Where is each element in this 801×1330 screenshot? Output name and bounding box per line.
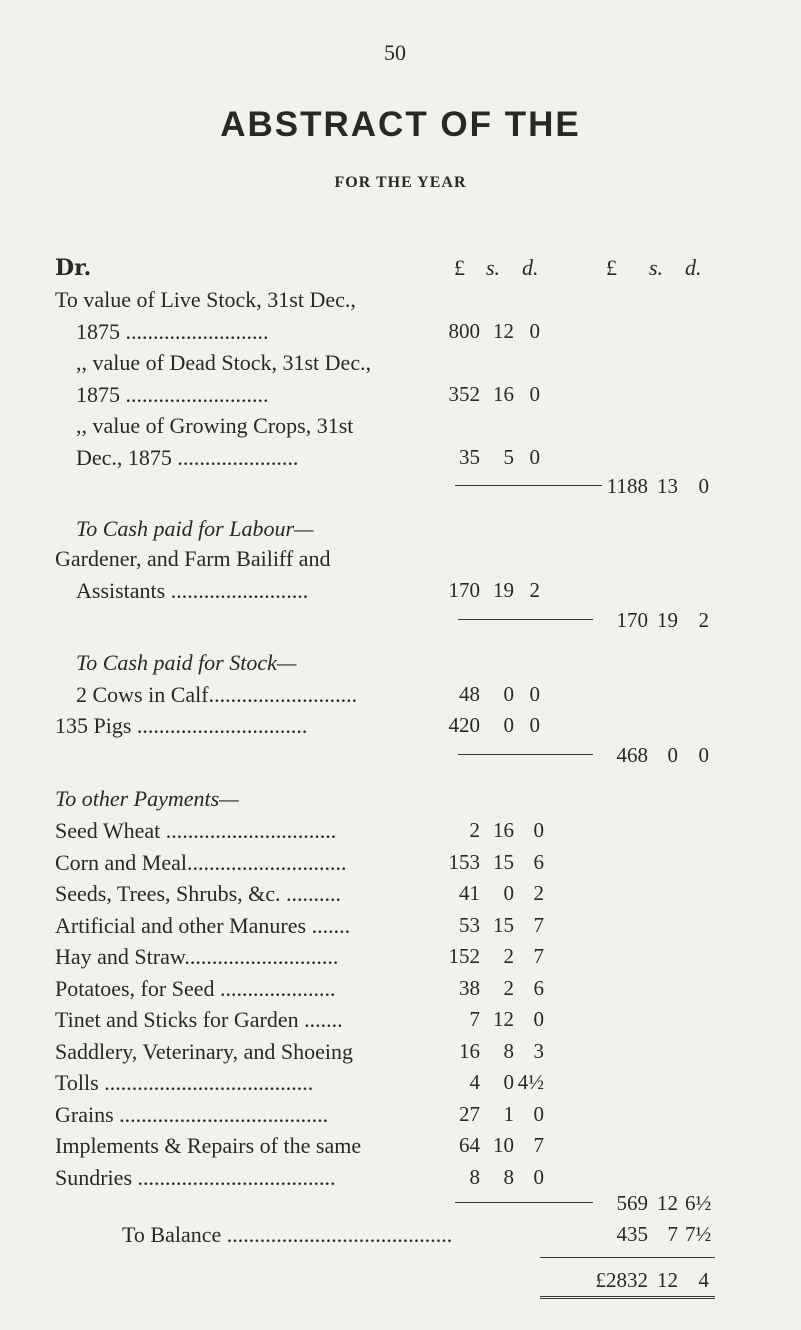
dead-stock-shillings: 16	[493, 382, 514, 406]
live-stock-line1: To value of Live Stock, 31st Dec.,	[55, 287, 356, 312]
payment-pounds: 4	[469, 1070, 480, 1094]
payment-pence: 0	[533, 1102, 544, 1126]
labour-total-pounds: 170	[616, 608, 648, 632]
stock-purchase-total-pounds: 468	[616, 743, 648, 767]
stock-purchase-heading: To Cash paid for Stock—	[76, 650, 297, 675]
payment-pounds: 153	[448, 850, 480, 874]
labour-line2: Assistants .........................	[76, 578, 309, 603]
page-number: 50	[384, 40, 406, 65]
balance-shillings: 7	[667, 1222, 678, 1246]
payment-shillings: 10	[493, 1133, 514, 1157]
crops-line2: Dec., 1875 ......................	[76, 445, 299, 470]
payment-pounds: 16	[459, 1039, 480, 1063]
cows-label: 2 Cows in Calf...........................	[76, 682, 358, 707]
total-rule	[458, 619, 593, 620]
payment-pence: 7	[533, 944, 544, 968]
labour-shillings: 19	[493, 578, 514, 602]
total-rule	[455, 485, 602, 486]
payment-pence: 4½	[517, 1070, 544, 1094]
pigs-pounds: 420	[448, 713, 480, 737]
grand-total-double-rule	[540, 1296, 715, 1301]
payment-shillings: 15	[493, 850, 514, 874]
payment-pence: 6	[533, 850, 544, 874]
dead-stock-pounds: 352	[448, 382, 480, 406]
payment-pence: 7	[533, 913, 544, 937]
payment-label: Corn and Meal.............................	[55, 850, 347, 875]
balance-label: To Balance .........................................	[122, 1222, 453, 1247]
page-subtitle: FOR THE YEAR	[334, 174, 467, 191]
grand-total-pounds: £2832	[595, 1268, 648, 1292]
col1-shilling-header: s.	[486, 255, 501, 280]
payment-pounds: 53	[459, 913, 480, 937]
labour-total-shillings: 19	[657, 608, 678, 632]
stock-total-pence: 0	[698, 474, 709, 498]
payment-pounds: 2	[469, 818, 480, 842]
crops-pence: 0	[529, 445, 540, 469]
payment-pence: 2	[533, 881, 544, 905]
live-stock-shillings: 12	[493, 319, 514, 343]
grand-total-rule	[540, 1257, 715, 1258]
stock-purchase-total-pence: 0	[698, 743, 709, 767]
payment-label: Tinet and Sticks for Garden .......	[55, 1007, 343, 1032]
live-stock-line2: 1875 ..........................	[76, 319, 269, 344]
live-stock-pence: 0	[529, 319, 540, 343]
payment-shillings: 8	[503, 1039, 514, 1063]
pigs-pence: 0	[529, 713, 540, 737]
payment-pounds: 41	[459, 881, 480, 905]
stock-total-pounds: 1188	[606, 474, 648, 498]
other-total-shillings: 12	[657, 1191, 678, 1215]
payment-label: Implements & Repairs of the same	[55, 1133, 362, 1158]
grand-total-shillings: 12	[657, 1268, 678, 1292]
payment-pence: 7	[533, 1133, 544, 1157]
col2-shilling-header: s.	[649, 255, 664, 280]
other-total-pounds: 569	[616, 1191, 648, 1215]
cows-pounds: 48	[459, 682, 480, 706]
payment-label: Seeds, Trees, Shrubs, &c. ..........	[55, 881, 342, 906]
payment-shillings: 1	[503, 1102, 514, 1126]
payment-shillings: 8	[503, 1165, 514, 1189]
pigs-label: 135 Pigs ...............................	[55, 713, 308, 738]
cows-shillings: 0	[503, 682, 514, 706]
page-title: ABSTRACT OF THE	[220, 105, 581, 144]
other-payments-heading: To other Payments—	[55, 786, 239, 811]
col1-pence-header: d.	[522, 255, 539, 280]
payment-pounds: 38	[459, 976, 480, 1000]
dead-stock-line2: 1875 ..........................	[76, 382, 269, 407]
payment-pounds: 7	[469, 1007, 480, 1031]
payment-label: Grains ......................................	[55, 1102, 329, 1127]
payment-label: Artificial and other Manures .......	[55, 913, 351, 938]
pigs-shillings: 0	[503, 713, 514, 737]
payment-pence: 6	[533, 976, 544, 1000]
crops-pounds: 35	[459, 445, 480, 469]
balance-pounds: 435	[616, 1222, 648, 1246]
payment-label: Tolls ......................................	[55, 1070, 314, 1095]
payment-pounds: 152	[448, 944, 480, 968]
payment-shillings: 2	[503, 976, 514, 1000]
payment-shillings: 16	[493, 818, 514, 842]
col2-pence-header: d.	[685, 255, 702, 280]
live-stock-pounds: 800	[448, 319, 480, 343]
labour-heading: To Cash paid for Labour—	[76, 516, 314, 541]
col1-pound-header: £	[454, 255, 465, 280]
payment-label: Potatoes, for Seed .....................	[55, 976, 336, 1001]
debit-label: Dr.	[55, 255, 92, 281]
grand-total-pence: 4	[698, 1268, 709, 1292]
payment-label: Hay and Straw............................	[55, 944, 339, 969]
payment-shillings: 0	[503, 881, 514, 905]
payment-shillings: 0	[503, 1070, 514, 1094]
labour-pounds: 170	[448, 578, 480, 602]
payment-label: Seed Wheat ...............................	[55, 818, 337, 843]
labour-total-pence: 2	[698, 608, 709, 632]
crops-line1: ,, value of Growing Crops, 31st	[76, 413, 354, 438]
stock-purchase-total-shillings: 0	[667, 743, 678, 767]
payment-pence: 0	[533, 1165, 544, 1189]
dead-stock-line1: ,, value of Dead Stock, 31st Dec.,	[76, 350, 372, 375]
payment-label: Sundries ....................................	[55, 1165, 336, 1190]
col2-pound-header: £	[606, 255, 617, 280]
payment-pence: 0	[533, 1007, 544, 1031]
payment-shillings: 15	[493, 913, 514, 937]
stock-total-shillings: 13	[657, 474, 678, 498]
total-rule	[458, 754, 593, 755]
payment-label: Saddlery, Veterinary, and Shoeing	[55, 1039, 353, 1064]
crops-shillings: 5	[503, 445, 514, 469]
labour-pence: 2	[529, 578, 540, 602]
payment-pence: 0	[533, 818, 544, 842]
payment-pounds: 8	[469, 1165, 480, 1189]
dead-stock-pence: 0	[529, 382, 540, 406]
payment-shillings: 2	[503, 944, 514, 968]
payment-pence: 3	[533, 1039, 544, 1063]
labour-line1: Gardener, and Farm Bailiff and	[55, 546, 331, 571]
payment-shillings: 12	[493, 1007, 514, 1031]
cows-pence: 0	[529, 682, 540, 706]
payment-pounds: 64	[459, 1133, 480, 1157]
other-total-pence: 6½	[685, 1191, 712, 1215]
balance-pence: 7½	[685, 1222, 712, 1246]
total-rule	[455, 1202, 593, 1203]
payment-pounds: 27	[459, 1102, 480, 1126]
